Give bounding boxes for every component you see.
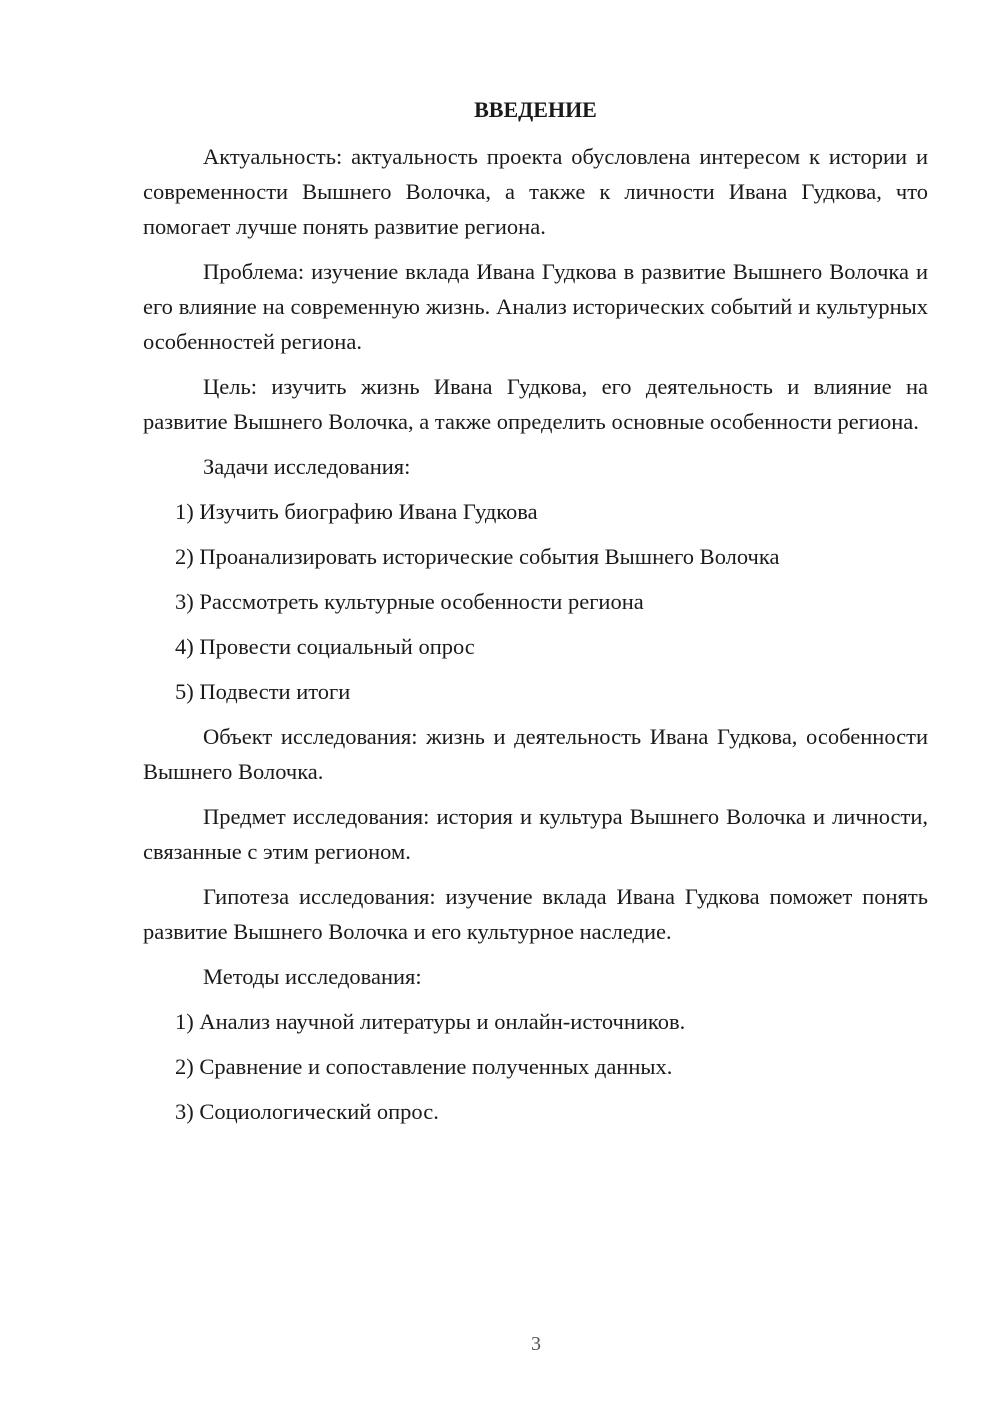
list-item: 3) Рассмотреть культурные особенности региона bbox=[175, 589, 644, 614]
list-item: 1) Изучить биографию Ивана Гудкова bbox=[175, 499, 538, 524]
goal-paragraph: Цель: изучить жизнь Ивана Гудкова, его деятельность и влияние на развитие Вышнего Волочка, а также определить основные особенности региона. bbox=[143, 374, 928, 434]
methods-list bbox=[143, 1004, 928, 1129]
list-item: 3) Социологический опрос. bbox=[175, 1099, 439, 1124]
list-item: 2) Проанализировать исторические события Вышнего Волочка bbox=[175, 544, 780, 569]
list-item: 2) Сравнение и сопоставление полученных данных. bbox=[175, 1054, 673, 1079]
list-item: 4) Провести социальный опрос bbox=[175, 634, 475, 659]
tasks-heading: Задачи исследования: bbox=[203, 454, 411, 479]
hypothesis-paragraph: Гипотеза исследования: изучение вклада Ивана Гудкова поможет понять развитие Вышнего Волочка и его культурное наследие. bbox=[143, 884, 928, 944]
problem-paragraph: Проблема: изучение вклада Ивана Гудкова в развитие Вышнего Волочка и его влияние на современную жизнь. Анализ исторических событий и культурных особенностей региона. bbox=[143, 259, 928, 354]
tasks-list bbox=[143, 494, 928, 709]
list-item: 5) Подвести итоги bbox=[175, 679, 351, 704]
object-paragraph: Объект исследования: жизнь и деятельность Ивана Гудкова, особенности Вышнего Волочка. bbox=[143, 724, 928, 784]
relevance-paragraph: Актуальность: актуальность проекта обусловлена интересом к истории и современности Вышнего Волочка, а также к личности Ивана Гудкова, что помогает лучше понять развитие региона. bbox=[143, 144, 928, 239]
page-number: 3 bbox=[531, 1333, 541, 1355]
subject-paragraph: Предмет исследования: история и культура Вышнего Волочка и личности, связанные с этим регионом. bbox=[143, 804, 928, 864]
list-item: 1) Анализ научной литературы и онлайн-источников. bbox=[175, 1009, 686, 1034]
methods-heading: Методы исследования: bbox=[203, 964, 422, 989]
document-page bbox=[143, 94, 928, 1139]
section-title: ВВЕДЕНИЕ bbox=[474, 97, 597, 122]
